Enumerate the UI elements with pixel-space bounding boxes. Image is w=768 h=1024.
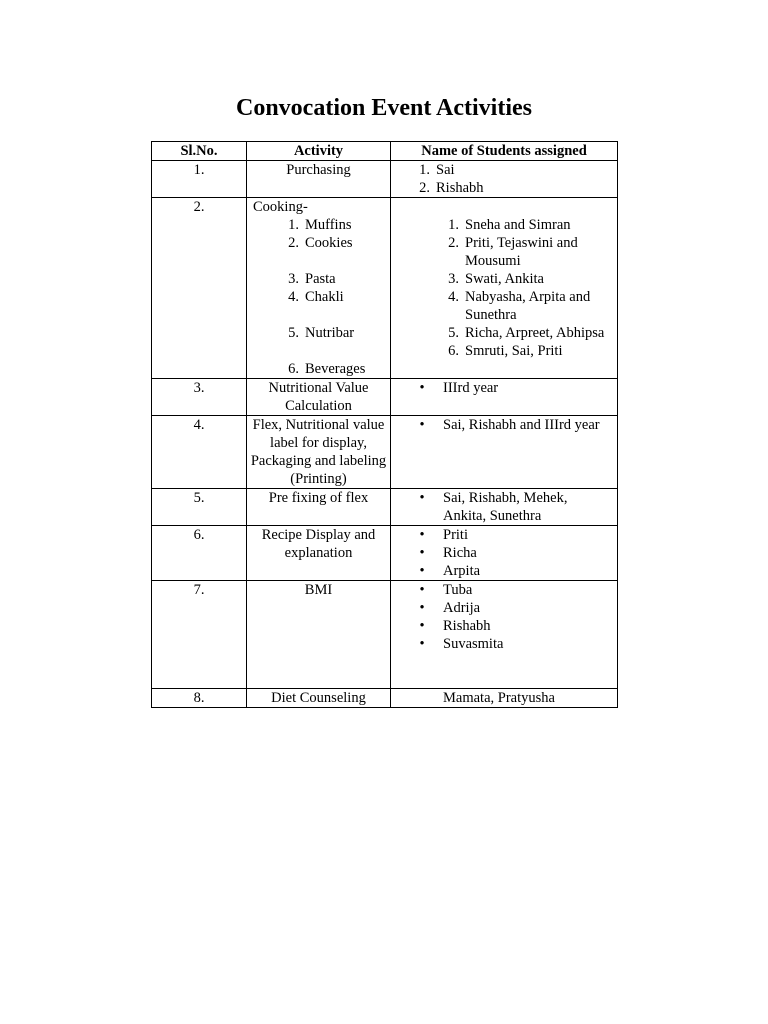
list-item: 4. Chakli bbox=[288, 289, 344, 305]
students-cell bbox=[391, 379, 618, 416]
student-names: Mamata, Pratyusha bbox=[443, 690, 555, 706]
list-item: 5. Richa, Arpreet, Abhipsa bbox=[448, 325, 605, 341]
activity: Recipe Display and explanation bbox=[247, 526, 391, 581]
activity: Pre fixing of flex bbox=[247, 489, 391, 526]
list-item: • Tuba bbox=[419, 582, 473, 598]
list-item: 5. Nutribar bbox=[288, 325, 355, 341]
list-item: • IIIrd year bbox=[419, 380, 499, 396]
table-row bbox=[152, 198, 618, 379]
list-item: 1. Sai bbox=[419, 162, 455, 178]
sl-no: 4. bbox=[152, 416, 247, 489]
activity: Purchasing bbox=[247, 161, 391, 198]
list-item: • Priti bbox=[419, 527, 468, 543]
list-item: 1. Sneha and Simran bbox=[448, 217, 571, 233]
list-item: • Richa bbox=[419, 545, 477, 561]
table-row bbox=[152, 526, 618, 581]
list-item: 3. Swati, Ankita bbox=[448, 271, 544, 287]
list-item: • Rishabh bbox=[419, 618, 491, 634]
activity-heading: Cooking- bbox=[253, 199, 308, 215]
list-item: 1. Muffins bbox=[288, 217, 352, 233]
table-row bbox=[152, 416, 618, 489]
list-item: 2. Rishabh bbox=[419, 180, 484, 196]
activity: Diet Counseling bbox=[247, 689, 391, 708]
activity: BMI bbox=[247, 581, 391, 689]
students-cell bbox=[391, 161, 618, 198]
list-item: 2. Priti, Tejaswini and Mousumi bbox=[448, 235, 578, 269]
sl-no: 1. bbox=[152, 161, 247, 198]
list-item: • Sai, Rishabh, Mehek, Ankita, Sunethra bbox=[419, 490, 568, 524]
list-item: 6. Beverages bbox=[288, 361, 366, 377]
table-row bbox=[152, 581, 618, 689]
students-cell bbox=[391, 198, 618, 379]
sl-no: 8. bbox=[152, 689, 247, 708]
page-title: Convocation Event Activities bbox=[236, 95, 532, 121]
header-sl-no: Sl.No. bbox=[152, 142, 247, 161]
students-cell bbox=[391, 489, 618, 526]
table-row bbox=[152, 379, 618, 416]
sl-no: 7. bbox=[152, 581, 247, 689]
activity bbox=[247, 198, 391, 379]
header-activity: Activity bbox=[247, 142, 391, 161]
students-cell bbox=[391, 581, 618, 689]
list-item: 6. Smruti, Sai, Priti bbox=[448, 343, 563, 359]
list-item: 2. Cookies bbox=[288, 235, 353, 251]
activities-table bbox=[151, 141, 618, 708]
list-item: 3. Pasta bbox=[288, 271, 336, 287]
list-item: • Suvasmita bbox=[419, 636, 504, 652]
sl-no: 6. bbox=[152, 526, 247, 581]
list-item: • Adrija bbox=[419, 600, 481, 616]
students-cell bbox=[391, 689, 618, 708]
students-cell bbox=[391, 526, 618, 581]
table-row bbox=[152, 489, 618, 526]
header-students: Name of Students assigned bbox=[391, 142, 618, 161]
list-item: 4. Nabyasha, Arpita and Sunethra bbox=[448, 289, 591, 323]
activity: Nutritional Value Calculation bbox=[247, 379, 391, 416]
table-row bbox=[152, 689, 618, 708]
sl-no: 2. bbox=[152, 198, 247, 379]
list-item: • Arpita bbox=[419, 563, 481, 579]
table-header-row bbox=[152, 142, 618, 161]
table-row bbox=[152, 161, 618, 198]
list-item: • Sai, Rishabh and IIIrd year bbox=[419, 417, 600, 433]
students-cell bbox=[391, 416, 618, 489]
sl-no: 3. bbox=[152, 379, 247, 416]
activity: Flex, Nutritional value label for display, Packaging and labeling (Printing) bbox=[247, 416, 391, 489]
sl-no: 5. bbox=[152, 489, 247, 526]
